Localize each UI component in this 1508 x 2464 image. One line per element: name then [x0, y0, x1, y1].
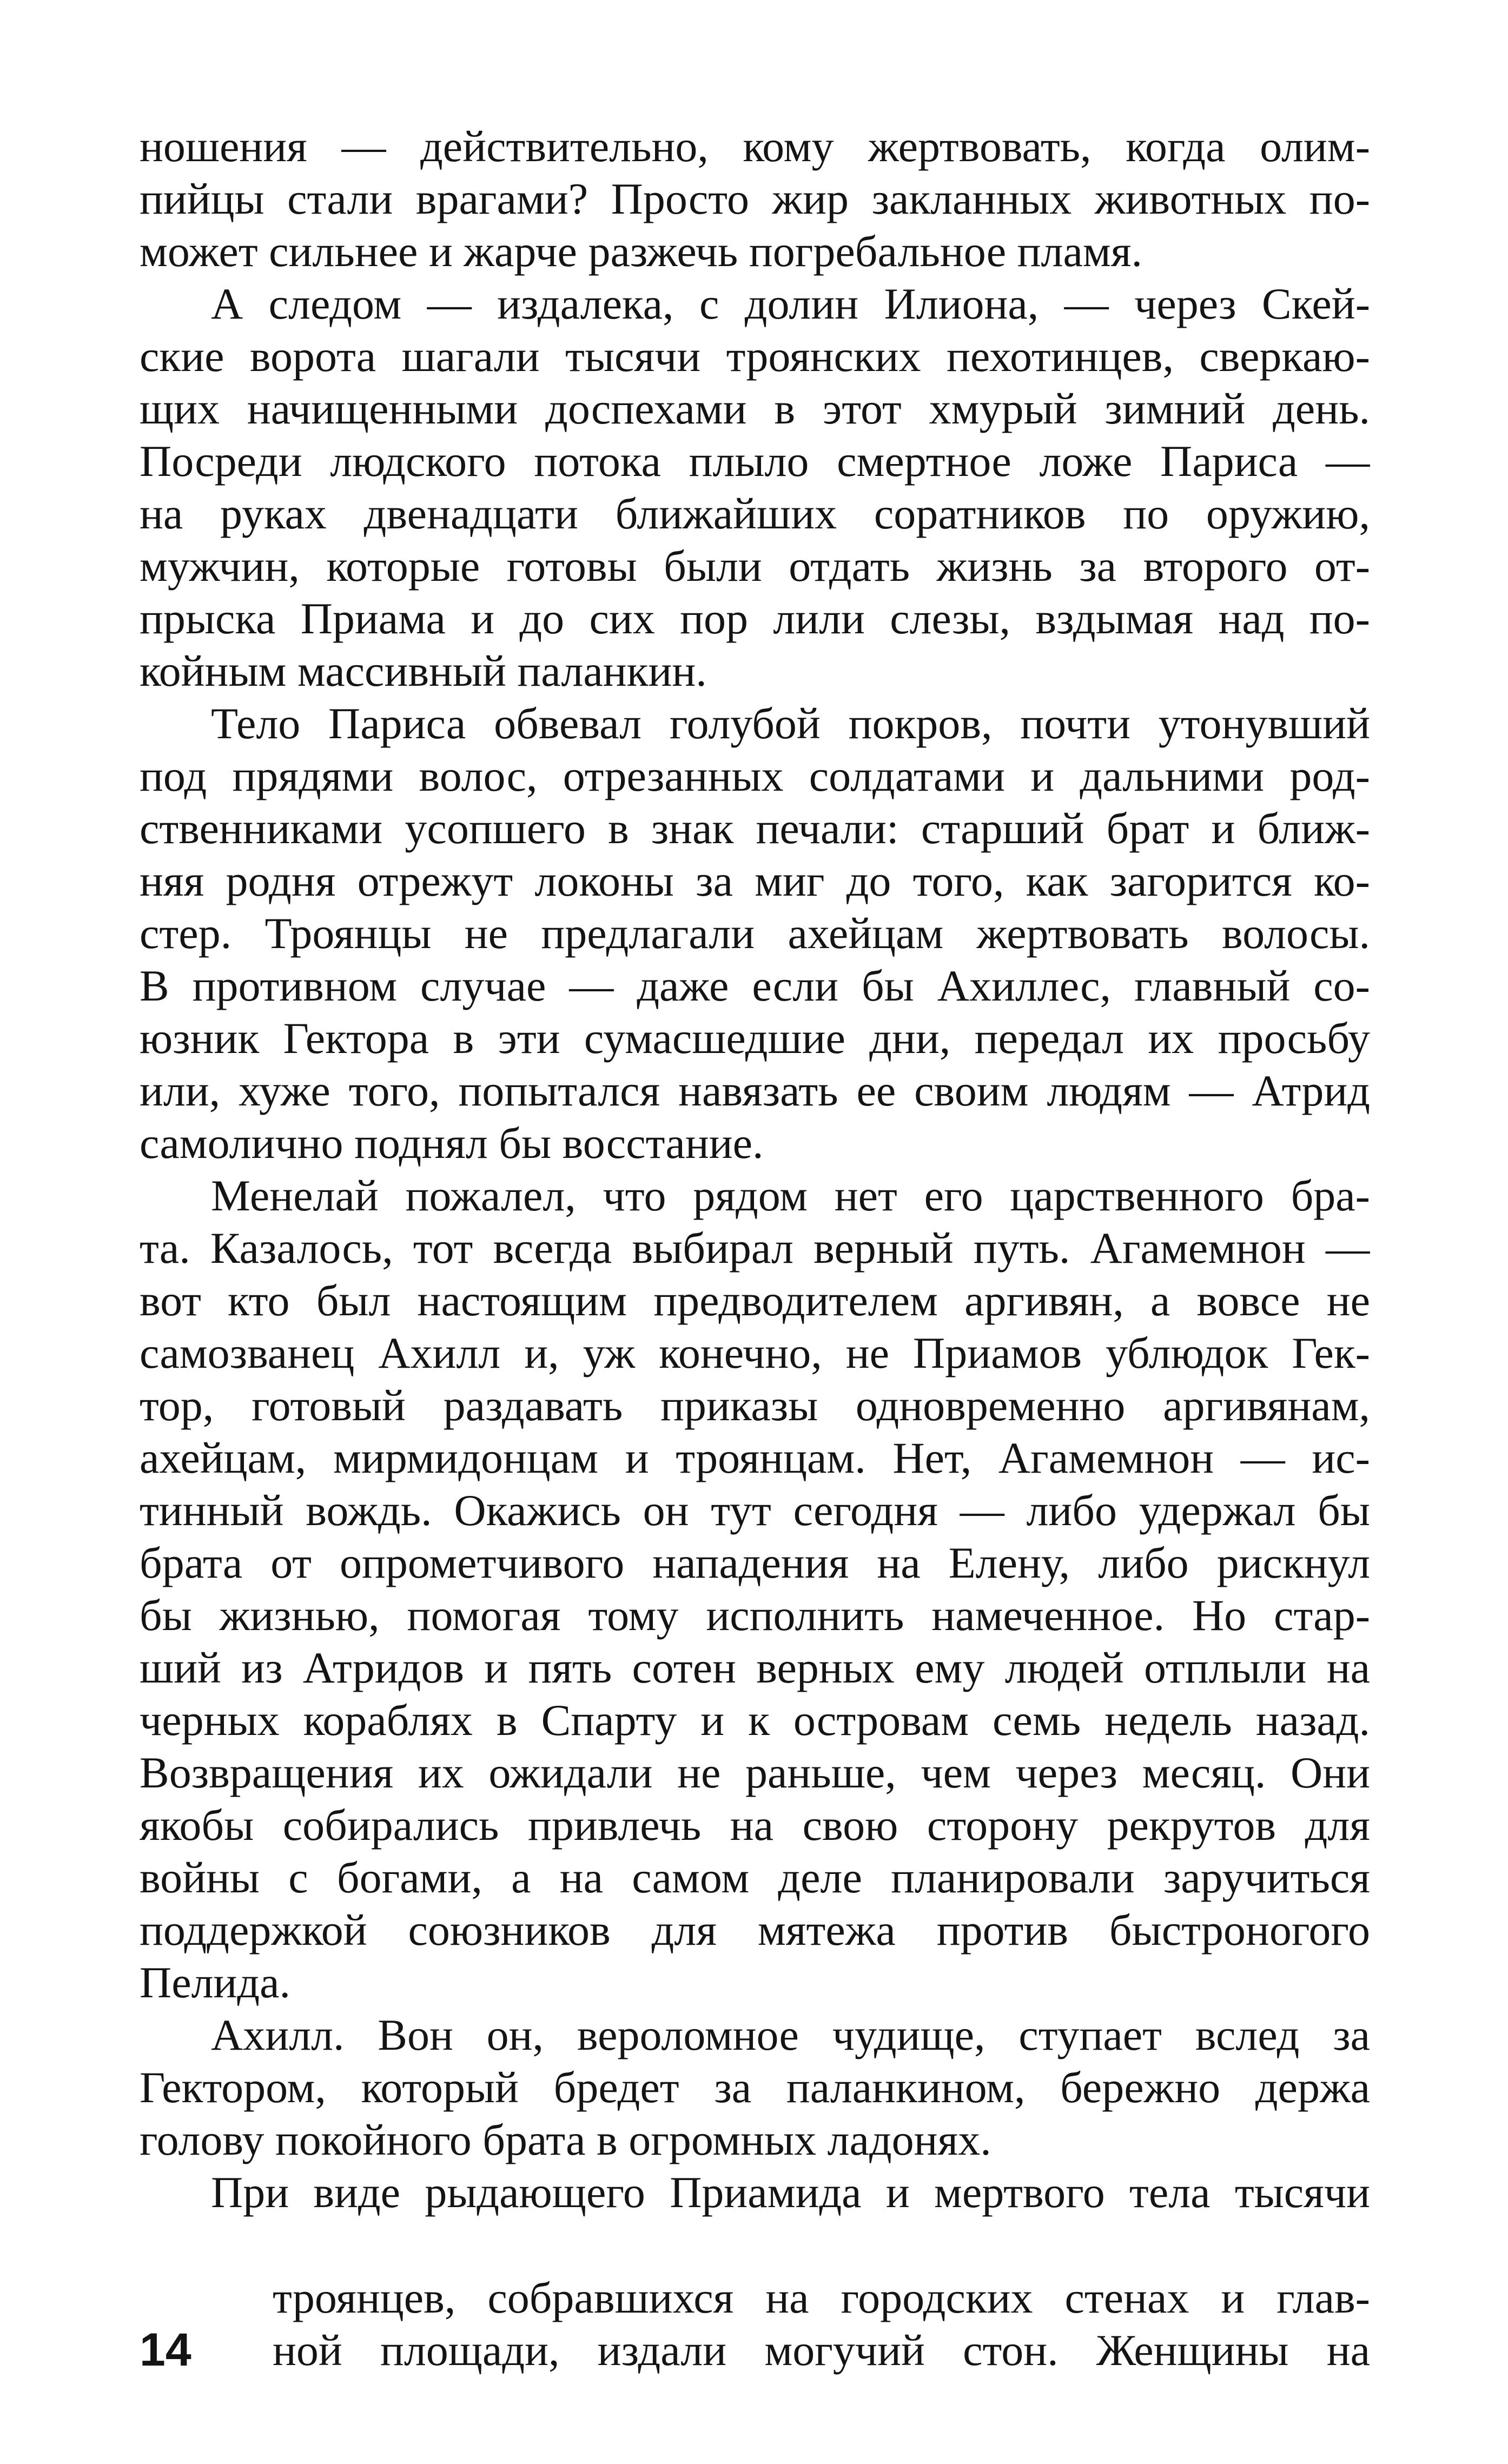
text-line: самолично поднял бы восстание.: [140, 1118, 764, 1168]
text-line: ной площади, издали могучий стон. Женщины на: [273, 2326, 1370, 2375]
text-line: тор, готовый раздавать приказы одновременно аргивянам,: [140, 1381, 1370, 1430]
text-line: Возвращения их ожидали не раньше, чем через месяц. Они: [140, 1748, 1370, 1797]
text-line: на руках двенадцати ближайших соратников по оружию,: [140, 489, 1370, 538]
text-line: щих начищенными доспехами в этот хмурый зимний день.: [140, 384, 1370, 433]
text-line: самозванец Ахилл и, уж конечно, не Приамов ублюдок Гек-: [140, 1328, 1370, 1377]
text-line: Пелида.: [140, 1958, 291, 2007]
text-line: А следом — издалека, с долин Илиона, — через Скей-: [211, 279, 1370, 328]
text-line: ахейцам, мирмидонцам и троянцам. Нет, Агамемнон — ис-: [140, 1433, 1370, 1482]
text-line: та. Казалось, тот всегда выбирал верный путь. Агамемнон —: [140, 1223, 1370, 1273]
text-line: ношения — действительно, кому жертвовать, когда олим-: [140, 122, 1370, 171]
text-line: стер. Троянцы не предлагали ахейцам жертвовать волосы.: [140, 909, 1370, 958]
text-line: няя родня отрежут локоны за миг до того, как загорится ко-: [140, 856, 1370, 905]
text-line: Тело Париса обвевал голубой покров, почти утонувший: [211, 699, 1370, 748]
text-line: ший из Атридов и пять сотен верных ему людей отплыли на: [140, 1643, 1370, 1692]
text-line: или, хуже того, попытался навязать ее своим людям — Атрид: [140, 1066, 1370, 1115]
text-line: ские ворота шагали тысячи троянских пехотинцев, сверкаю-: [140, 332, 1370, 381]
text-line: При виде рыдающего Приамида и мертвого тела тысячи: [211, 2168, 1370, 2217]
text-line: прыска Приама и до сих пор лили слезы, вздымая над по-: [140, 594, 1370, 643]
text-line: Посреди людского потока плыло смертное ложе Париса —: [140, 436, 1370, 486]
indented-tail-lines: [273, 2271, 1370, 2376]
text-line: поддержкой союзников для мятежа против быстроногого: [140, 1905, 1370, 1955]
text-line: В противном случае — даже если бы Ахиллес, главный со-: [140, 961, 1370, 1010]
body-text: [140, 120, 1370, 2218]
text-line: ственниками усопшего в знак печали: старший брат и ближ-: [140, 804, 1370, 853]
text-line: пийцы стали врагами? Просто жир закланных животных по-: [140, 174, 1370, 223]
text-line: черных кораблях в Спарту и к островам семь недель назад.: [140, 1695, 1370, 1745]
text-line: Ахилл. Вон он, вероломное чудище, ступает вслед за: [211, 2010, 1370, 2059]
text-line: под прядями волос, отрезанных солдатами и дальними род-: [140, 751, 1370, 800]
text-line: вот кто был настоящим предводителем аргивян, а вовсе не: [140, 1276, 1370, 1325]
text-line: якобы собирались привлечь на свою сторону рекрутов для: [140, 1800, 1370, 1850]
text-line: тинный вождь. Окажись он тут сегодня — либо удержал бы: [140, 1486, 1370, 1535]
text-line: голову покойного брата в огромных ладонях.: [140, 2115, 991, 2164]
page-number: 14: [140, 2324, 191, 2376]
text-line: может сильнее и жарче разжечь погребальное пламя.: [140, 227, 1142, 276]
text-line: Гектором, который бредет за паланкином, бережно держа: [140, 2063, 1370, 2112]
text-line: войны с богами, а на самом деле планировали заручиться: [140, 1853, 1370, 1902]
text-line: брата от опрометчивого нападения на Елену, либо рискнул: [140, 1538, 1370, 1587]
text-line: бы жизнью, помогая тому исполнить намеченное. Но стар-: [140, 1591, 1370, 1640]
text-line: юзник Гектора в эти сумасшедшие дни, передал их просьбу: [140, 1014, 1370, 1063]
text-line: Менелай пожалел, что рядом нет его царственного бра-: [211, 1171, 1370, 1220]
text-line: мужчин, которые готовы были отдать жизнь за второго от-: [140, 541, 1370, 591]
text-line: троянцев, собравшихся на городских стенах и глав-: [273, 2273, 1370, 2322]
text-line: койным массивный паланкин.: [140, 646, 707, 696]
